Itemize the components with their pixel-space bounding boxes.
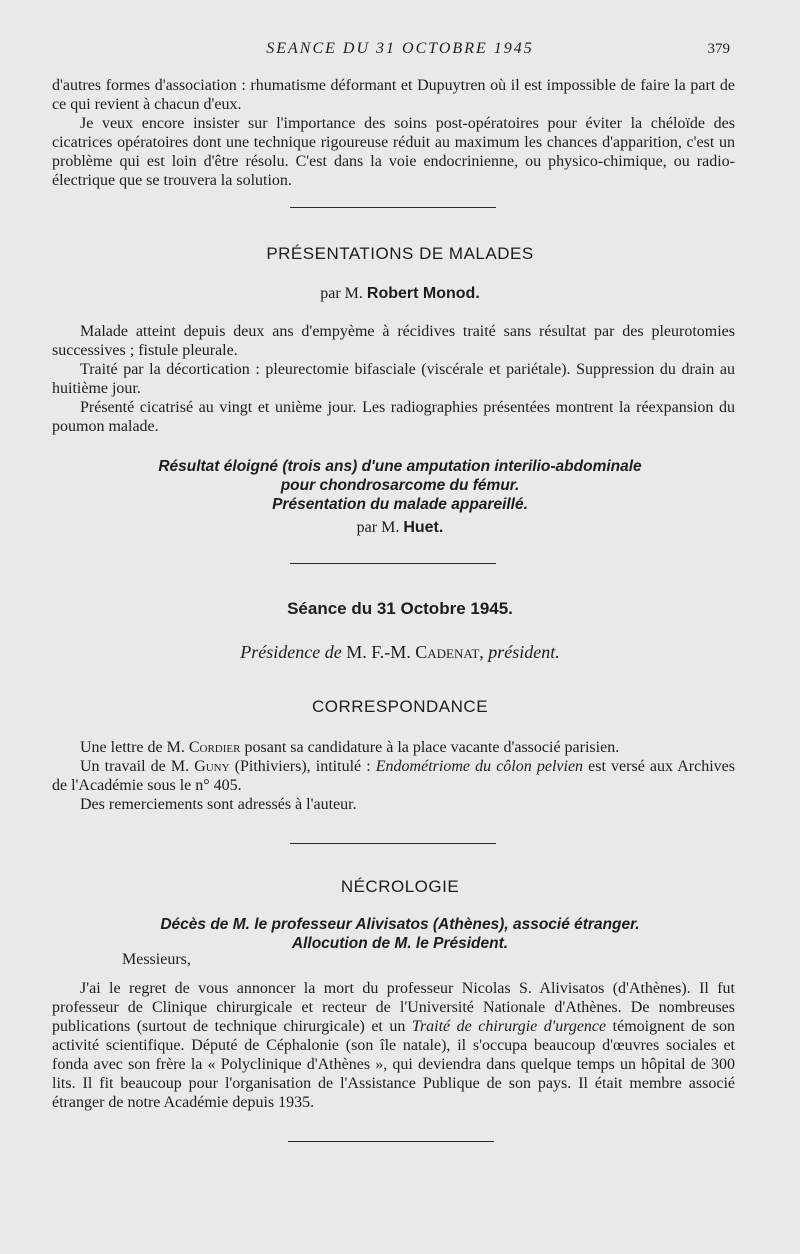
huet-byline xyxy=(0,519,800,537)
presidence-role: président. xyxy=(488,642,560,662)
text-run: Un travail de M. xyxy=(80,758,190,775)
necrologie-title-line-1: Décès de M. le professeur Alivisatos (Athènes), associé étranger. xyxy=(160,916,640,933)
person-name: Cordier xyxy=(188,739,241,756)
byline-prefix: par M. xyxy=(356,519,400,536)
huet-title-line-2: pour chondrosarcome du fémur. xyxy=(280,477,520,494)
work-title: Endométriome du côlon pelvien xyxy=(375,758,584,775)
necrologie-title xyxy=(0,915,800,953)
presentations-heading: PRÉSENTATIONS DE MALADES xyxy=(266,244,534,263)
monod-paragraph-3: Présenté cicatrisé au vingt et unième jour. Les radiographies présentées montrent la réexpansion du poumon malade. xyxy=(52,399,735,435)
correspondance-paragraph-1 xyxy=(52,738,735,757)
monod-case-text xyxy=(52,322,735,436)
monod-paragraph-2: Traité par la décortication : pleurectomie bifasciale (viscérale et pariétale). Suppression du drain au huitième jour. xyxy=(52,361,735,397)
section-divider xyxy=(288,1141,494,1142)
text-run: Une lettre de M. xyxy=(80,739,185,756)
presidence-name: Cadenat xyxy=(415,642,480,662)
huet-title-line-3: Présentation du malade appareillé. xyxy=(272,496,528,513)
monod-paragraph-1: Malade atteint depuis deux ans d'empyème à récidives traité sans résultat par des pleurotomies successives ; fistule pleurale. xyxy=(52,323,735,359)
necrologie-title-line-2: Allocution de M. le Président. xyxy=(291,935,509,952)
page-number: 379 xyxy=(707,41,730,57)
text-run: témoignent de son activité scientifique. Député de Céphalonie (son île natale), il s'occupa beaucoup d'œuvres sociales et fonda avec son frère la « Polyclinique d'Athènes », qui deviendra dans quelque temps un hôpital de 300 lits. Il fit beaucoup pour l'organisation de l'Assistance Publique de son pays. Il était membre associé étranger de notre Académie depuis 1935. xyxy=(52,1018,736,1111)
necrologie-paragraph xyxy=(52,979,735,1112)
page-header xyxy=(0,40,800,62)
necrologie-text xyxy=(52,979,735,1112)
presidence-label: Présidence de xyxy=(240,642,342,662)
section-divider xyxy=(290,563,496,564)
correspondance-paragraph-3: Des remerciements sont adressés à l'auteur. xyxy=(80,796,357,813)
text-run: (Pithiviers), intitulé : xyxy=(234,758,371,775)
intro-paragraph-1: d'autres formes d'association : rhumatisme déformant et Dupuytren où il est impossible de faire la part de ce qui revient à chacun d'eux. xyxy=(52,77,735,113)
huet-title-line-1: Résultat éloigné (trois ans) d'une amputation interilio-abdominale xyxy=(158,458,642,475)
monod-byline xyxy=(0,285,800,303)
person-name: Guny xyxy=(194,758,230,775)
presidence-name-prefix: M. F.-M. xyxy=(346,642,411,662)
intro-paragraph-2: Je veux encore insister sur l'importance des soins post-opératoires pour éviter la chéloïde des cicatrices opératoires dont une technique rigoureuse réduit au maximum les chances d'apparition, c'est un problème qui est loin d'être résolu. C'est dans la voie endocrinienne, ou physico-chimique, ou radio-électrique que se trouvera la solution. xyxy=(52,115,735,189)
huet-title xyxy=(0,457,800,514)
presidence-line: Présidence de M. F.-M. Cadenat, président. xyxy=(240,642,560,662)
correspondance-heading: CORRESPONDANCE xyxy=(311,697,489,716)
work-title: Traité de chirurgie d'urgence xyxy=(411,1018,607,1035)
text-run: posant sa candidature à la place vacante d'associé parisien. xyxy=(244,739,620,756)
section-divider xyxy=(290,207,496,208)
seance-title: Séance du 31 Octobre 1945. xyxy=(287,599,513,618)
correspondance-paragraph-2 xyxy=(52,757,735,795)
section-divider xyxy=(290,843,496,844)
intro-section xyxy=(52,76,735,190)
byline-author: Huet. xyxy=(403,519,444,536)
byline-author: Robert Monod. xyxy=(366,285,480,302)
correspondance-text xyxy=(52,738,735,814)
text-run: J'ai le regret de vous annoncer la mort du professeur Nicolas S. Alivisatos (d'Athènes). Il fut professeur de Clinique chirurgicale et recteur de l'Université Nationale d'Athènes. De nombreuses publications (surtout de technique chirurgicale) et un xyxy=(52,980,735,1035)
byline-prefix: par M. xyxy=(320,285,363,302)
necrologie-heading: NÉCROLOGIE xyxy=(340,877,460,896)
text-run: est versé aux Archives de l'Académie sous le n° 405. xyxy=(52,758,736,794)
running-title: SEANCE DU 31 OCTOBRE 1945 xyxy=(266,40,534,57)
salutation: Messieurs, xyxy=(122,951,191,968)
